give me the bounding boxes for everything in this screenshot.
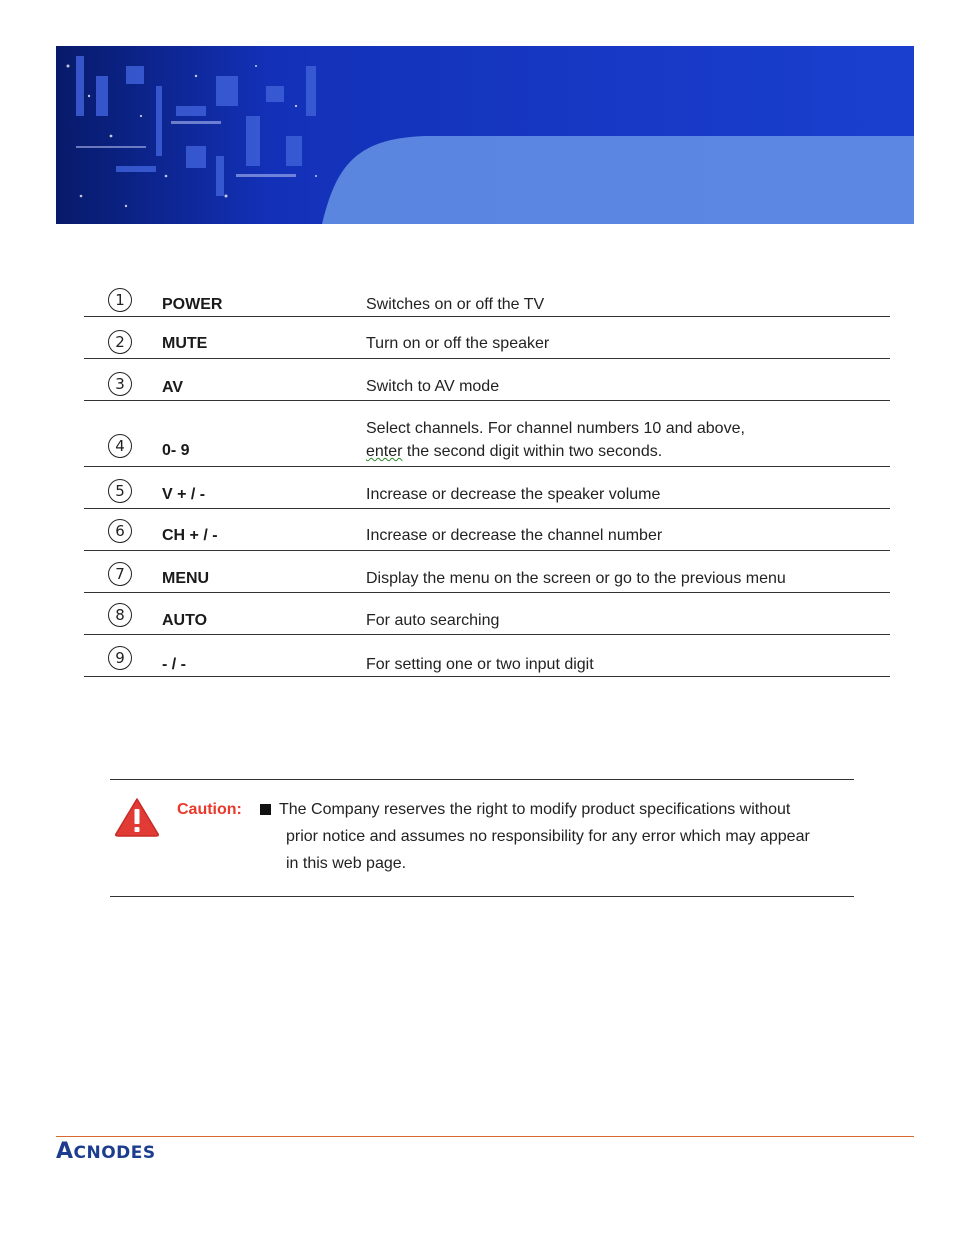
key-description: Switches on or off the TV (366, 296, 545, 313)
key-description: Display the menu on the screen or go to the previous menu (366, 570, 786, 587)
key-name: MENU (162, 570, 210, 587)
number-4-icon: 4 (108, 434, 132, 458)
number-3-icon: 3 (108, 372, 132, 396)
key-description: Turn on or off the speaker (366, 335, 550, 352)
key-row-menu (84, 551, 890, 593)
key-description: Select channels. For channel numbers 10 and above, (366, 420, 745, 437)
key-description: For setting one or two input digit (366, 656, 594, 673)
key-description: For auto searching (366, 612, 500, 629)
number-9-icon: 9 (108, 646, 132, 670)
key-row-auto (84, 593, 890, 635)
acnodes-logo: ACNODES (56, 1139, 156, 1164)
key-row-digit-mode (84, 635, 890, 677)
key-name: AV (162, 379, 184, 396)
number-7-icon: 7 (108, 562, 132, 586)
key-name: 0- 9 (162, 442, 190, 459)
key-description: Increase or decrease the speaker volume (366, 486, 661, 503)
number-2-icon: 2 (108, 330, 132, 354)
warning-triangle-icon (114, 797, 160, 837)
key-name: MUTE (162, 335, 208, 352)
key-row-digits (84, 401, 890, 467)
caution-notice (110, 779, 854, 897)
number-6-icon: 6 (108, 519, 132, 543)
caution-text-line-3: in this web page. (286, 855, 407, 872)
key-name: V + / - (162, 486, 206, 503)
key-row-av (84, 359, 890, 401)
key-row-power (84, 280, 890, 317)
key-row-mute (84, 317, 890, 359)
circuit-board-banner-image (56, 46, 914, 224)
number-1-icon: 1 (108, 288, 132, 312)
number-5-icon: 5 (108, 479, 132, 503)
caution-text-line-1: The Company reserves the right to modify product specifications without (279, 801, 791, 818)
key-description: Switch to AV mode (366, 378, 500, 395)
header-banner (56, 46, 914, 224)
remote-key-table (84, 280, 890, 677)
key-row-channel (84, 509, 890, 551)
footer-divider (56, 1136, 914, 1137)
key-name: - / - (162, 656, 186, 673)
key-name: POWER (162, 296, 223, 313)
square-bullet-icon (260, 804, 271, 815)
key-description-line-2: enter the second digit within two seconds. (366, 443, 663, 460)
key-name: AUTO (162, 612, 208, 629)
number-8-icon: 8 (108, 603, 132, 627)
caution-text-line-2: prior notice and assumes no responsibility for any error which may appear (286, 828, 810, 845)
key-name: CH + / - (162, 527, 218, 544)
caution-label: Caution: (177, 801, 242, 818)
key-description: Increase or decrease the channel number (366, 527, 663, 544)
key-row-volume (84, 467, 890, 509)
